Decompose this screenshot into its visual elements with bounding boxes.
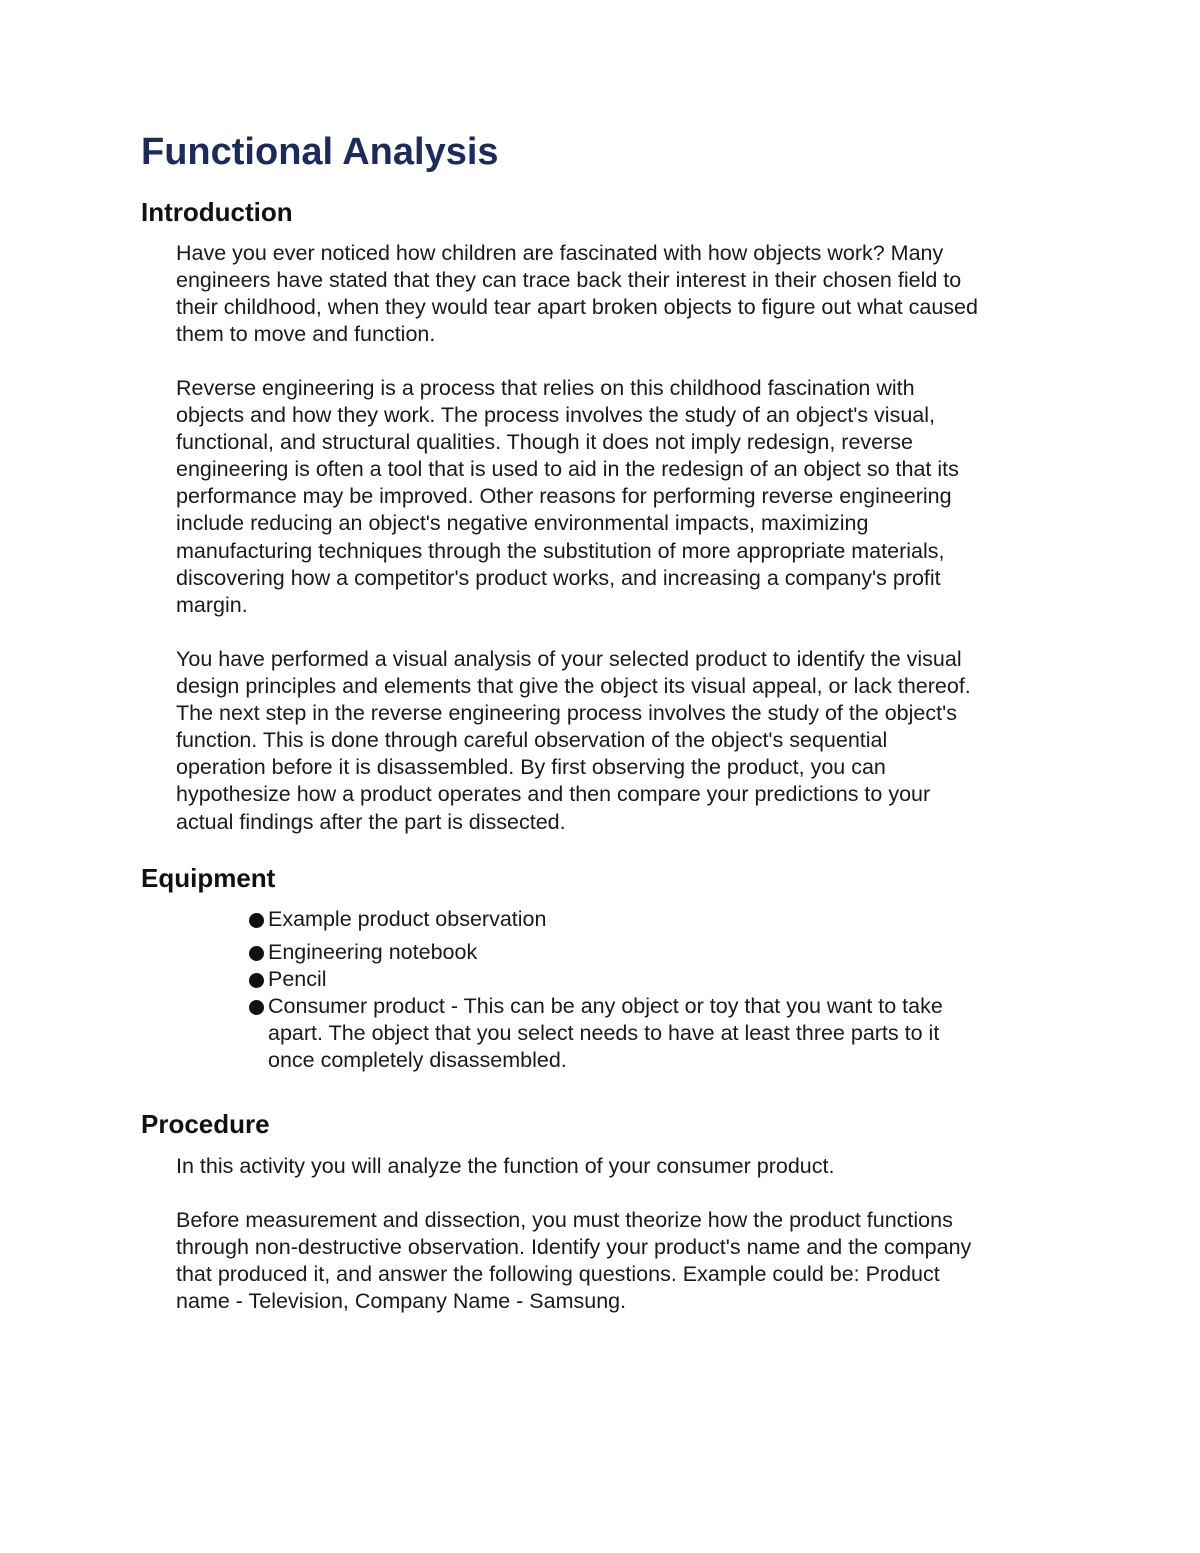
- text-line: function. This is done through careful observation of the object's sequential: [176, 728, 888, 753]
- text-line: that produced it, and answer the following questions. Example could be: Product: [176, 1262, 940, 1287]
- text-line: hypothesize how a product operates and then compare your predictions to your: [176, 782, 931, 807]
- text-line: margin.: [176, 592, 248, 617]
- text-line: through non-destructive observation. Identify your product's name and the company: [176, 1235, 972, 1260]
- introduction-paragraph-2: [176, 375, 1066, 619]
- list-item: [247, 939, 1047, 966]
- introduction-paragraph-1: [176, 240, 1066, 348]
- text-line: The next step in the reverse engineering process involves the study of the object's: [176, 701, 957, 726]
- bullet-icon: [249, 913, 264, 928]
- text-line: Have you ever noticed how children are fascinated with how objects work? Many: [176, 241, 944, 265]
- text-line: include reducing an object's negative environmental impacts, maximizing: [176, 511, 869, 536]
- text-line: performance may be improved. Other reasons for performing reverse engineering: [176, 484, 952, 509]
- document-title: Functional Analysis: [141, 131, 499, 173]
- text-line: You have performed a visual analysis of your selected product to identify the visual: [176, 647, 962, 671]
- text-line: design principles and elements that give the object its visual appeal, or lack thereof.: [176, 674, 971, 699]
- text-line: functional, and structural qualities. Though it does not imply redesign, reverse: [176, 430, 913, 455]
- list-item-text: apart. The object that you select needs to have at least three parts to it: [268, 1021, 940, 1046]
- equipment-heading: Equipment: [141, 863, 276, 893]
- equipment-list: [247, 906, 1047, 1081]
- text-line: operation before it is disassembled. By first observing the product, you can: [176, 755, 886, 780]
- text-line: Before measurement and dissection, you must theorize how the product functions: [176, 1208, 953, 1232]
- text-line: Reverse engineering is a process that relies on this childhood fascination with: [176, 376, 915, 400]
- bullet-icon: [249, 973, 264, 988]
- text-line: name - Television, Company Name - Samsung.: [176, 1289, 627, 1314]
- text-line: manufacturing techniques through the substitution of more appropriate materials,: [176, 538, 945, 563]
- text-line: engineering is often a tool that is used to aid in the redesign of an object so that its: [176, 457, 959, 482]
- text-line: actual findings after the part is dissected.: [176, 809, 566, 834]
- list-item-text: Consumer product - This can be any object or toy that you want to take: [268, 994, 943, 1019]
- list-item-text: Example product observation: [268, 907, 547, 931]
- bullet-icon: [249, 946, 264, 961]
- list-item-text: once completely disassembled.: [268, 1048, 567, 1073]
- procedure-paragraph-1: [176, 1153, 1066, 1180]
- procedure-heading: Procedure: [141, 1109, 270, 1139]
- introduction-heading: Introduction: [141, 197, 293, 227]
- bullet-icon: [249, 1000, 264, 1015]
- text-line: discovering how a competitor's product works, and increasing a company's profit: [176, 565, 941, 590]
- list-item-text: Pencil: [268, 967, 327, 992]
- text-line: In this activity you will analyze the function of your consumer product.: [176, 1154, 835, 1178]
- text-line: engineers have stated that they can trace back their interest in their chosen field to: [176, 268, 962, 293]
- list-item-text: Engineering notebook: [268, 940, 478, 965]
- introduction-paragraph-3: [176, 646, 1066, 836]
- list-item: [247, 993, 1047, 1074]
- list-item: [247, 966, 1047, 993]
- list-item: [247, 906, 1047, 933]
- text-line: their childhood, when they would tear apart broken objects to figure out what caused: [176, 295, 978, 320]
- text-line: them to move and function.: [176, 322, 436, 347]
- text-line: objects and how they work. The process involves the study of an object's visual,: [176, 403, 935, 428]
- procedure-paragraph-2: [176, 1207, 1066, 1315]
